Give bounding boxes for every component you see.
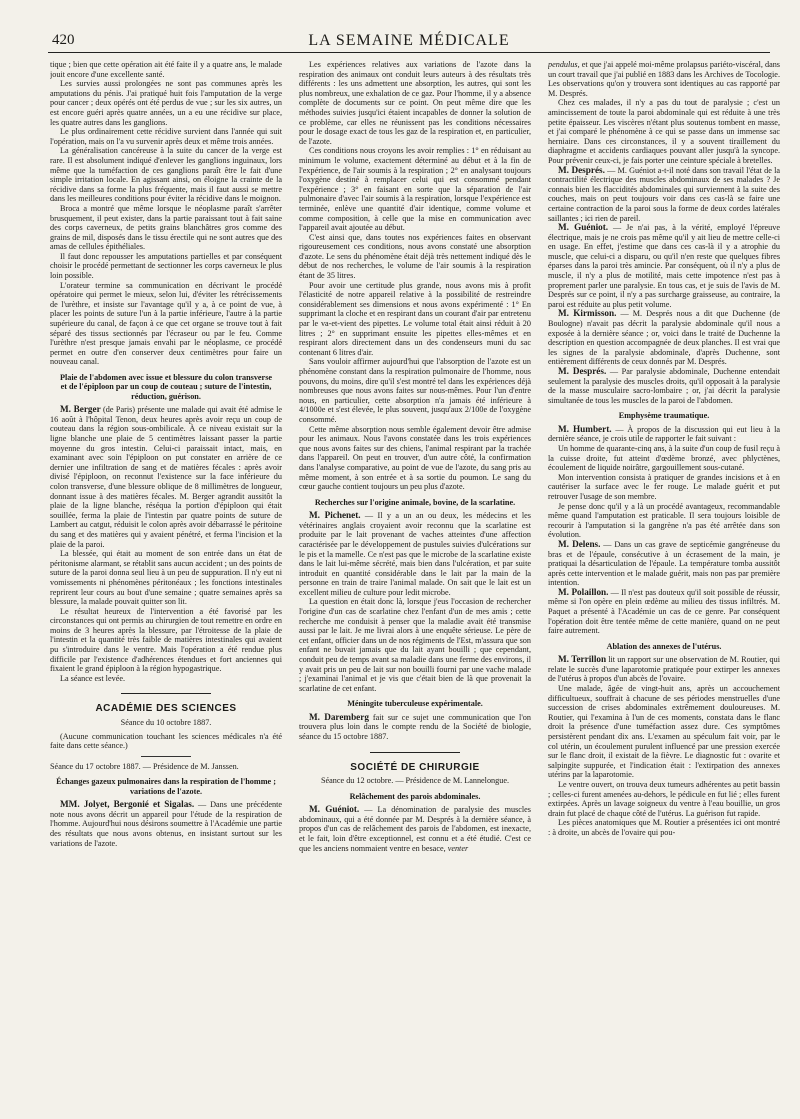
paragraph-text: — Dans une précédente note nous avons décrit un appareil pour l'étude de la respiration de l'homme. Aujourd'hui nous désirons soumettre à l'Académie une partie des résultats que nous avons obtenus, en insistant surtout sur les variations de l'azote. — [50, 800, 282, 848]
paragraph: Une malade, âgée de vingt-huit ans, après un accouchement difficultueux, souffrait à chacune de ses périodes menstruelles d'une succession de crises abdominales extrêmement douloureuses. M. Routier, qui l'examina à l'un de ces moments, constata dans le flanc droit la présence d'une tuméfaction assez dure. Ces symptômes persistèrent pendant dix ans. L'examen au spéculum fait voir, par le col utérin, un écoulement purulent influencé par une pression exercée sur le flanc droit, il existait de la fièvre. Le diagnostic fut : ovarite et salpingite suppurée, et l'indication était : l'extirpation des annexes utérins par la laparotomie. — [548, 684, 780, 780]
paragraph-text: — À propos de la discussion qui eut lieu à la dernière séance, je crois utile de rapporter le fait suivant : — [548, 424, 780, 444]
speaker-name: M. Berger — [60, 404, 101, 415]
paragraph: Cette même absorption nous semble également devoir être admise pour les animaux. Nous l'avons constatée dans les trois expériences que nous avons faites sur des chiens, l'animal respirant par la trachée dans l'appareil. On peut en trouver, d'un autre côté, la confirmation dans l'analyse comparative, au point de vue de l'azote, du sang pris au même moment, à son entrée et à sa sortie du poumon. Le sang du cœur gauche contient toujours un peu plus d'azote. — [299, 424, 531, 492]
paragraph-text: — M. Guéniot a-t-il noté dans son travail l'état de la contractilité électrique des muscles abdominaux de ses malades ? Je connais bien les flaccidités abdominales qui surviennent à la suite des couches, mais on peut toujours voir dans ces cas-là se faire une certaine contraction de la paroi sous la forme de deux cordes latérales saillantes ; ici rien de pareil. — [548, 165, 780, 223]
paragraph-text: — Dans un cas grave de septicémie gangréneuse du bras et de l'épaule, consécutive à un écrasement de la main, je pratiquai la désarticulation de l'épaule. La température tomba aussitôt après cette intervention et le malade guérit, mais non pas par première intention. — [548, 539, 780, 588]
paragraph: Il faut donc repousser les amputations partielles et par conséquent choisir le procédé permettant de sectionner les corps caverneux le plus loin possible. — [50, 251, 282, 281]
paragraph: Sans vouloir affirmer aujourd'hui que l'absorption de l'azote est un phénomène constant dans la respiration pulmonaire de l'homme, nous pouvons, du moins, dire qu'il s'est montré tel dans les expériences déjà nombreuses que nous avons faites sur nous-mêmes. Pour l'un d'entre nous, en particulier, cette absorption n'a jamais été inférieure à 4/1000e et s'est élevée, le plus souvent, jusqu'aux 2/100e de l'oxygène consommé. — [299, 357, 531, 424]
paragraph — [548, 223, 780, 309]
speaker-name: M. Delens. — [558, 538, 601, 549]
section-heading: Recherches sur l'origine animale, bovine, de la scarlatine. — [314, 497, 516, 507]
session-date: Séance du 12 octobre. — Présidence de M. Lannelongue. — [320, 776, 510, 786]
speaker-name: M. Guéniot. — [558, 222, 609, 233]
paragraph: L'orateur termine sa communication en décrivant le procédé opératoire qui permet le mieux, selon lui, d'éviter les rétrécissements de l'urèthre, et insiste sur l'avantage qu'il y a, à ce point de vue, à placer les points de suture l'un à la partie inférieure, l'autre à la partie supérieure du canal, de façon à ce que cet organe se trouve tout à fait séparé des tissus sectionnés par l'écraseur ou par le feu. Comme l'urèthre n'est presque jamais envahi par le néoplasme, ce procédé permet en outre d'en conserver deux centimètres pour faire un nouveau canal. — [50, 280, 282, 367]
paragraph — [299, 511, 531, 597]
paragraph — [548, 309, 780, 367]
column-1 — [50, 60, 282, 1110]
paragraph: Pour avoir une certitude plus grande, nous avons mis à profit l'élasticité de notre appareil relative à la possibilité de restreindre considérablement ses dimensions et nous avons expérimenté : 1° En supprimant la cloche et en respirant dans un courant d'air par entretenu par le va-et-vient des pipettes. Le volume total était ainsi réduit à 20 litres ; 2° en supprimant ensuite les pipettes elles-mêmes et en respirant alors directement dans un des condenseurs muni du sac contenant 6 litres d'air. — [299, 280, 531, 357]
italic-term: venter — [447, 843, 469, 853]
paragraph: Le ventre ouvert, on trouva deux tumeurs adhérentes au petit bassin ; celles-ci furent amenées au-dehors, le pédicule en fut lié ; elles furent extirpées. Après un lavage soigneux du ventre à l'eau bouillie, un gros drain fut placé de chaque côté de l'utérus. La guérison fut rapide. — [548, 779, 780, 818]
paragraph: Chez ces malades, il n'y a pas du tout de paralysie ; c'est un amincissement de toute la paroi abdominale qui est réduite à une très petite épaisseur. Les viscères n'étant plus soutenus tombent en masse, et j'ai comparé le phénomène à ce qui se passe dans un immense sac herniaire. Dans ces circonstances, il y a souvent tiraillement du diaphragme et accidents cardiaques pouvant aller jusqu'à la syncope. Pour prévenir ceux-ci, je fais porter une ceinture spéciale à bretelles. — [548, 98, 780, 165]
speaker-name: MM. Jolyet, Bergonié et Sigalas. — [60, 799, 195, 810]
paragraph — [548, 60, 780, 98]
paragraph-text: fait sur ce sujet une communication que l'on trouvera plus loin dans le compte rendu de la Société de biologie, séance du 15 octobre 1887. — [299, 712, 531, 741]
speaker-name: M. Pichenet. — [309, 510, 361, 521]
speaker-name: M. Daremberg — [309, 711, 369, 722]
paragraph: Broca a montré que même lorsque le néoplasme paraît s'arrêter brusquement, il peut exister, dans la partie paraissant tout à fait saine des corps caverneux, de petits grains blanchâtres gros comme des grains de mil, disposés dans le tissu érectile qui ne sont autres que des amas de cellules épithéliales. — [50, 203, 282, 252]
column-3 — [548, 60, 780, 1110]
paragraph: Mon intervention consista à pratiquer de grandes incisions et à en cautériser la surface avec le fer rouge. Le malade guérit et put retrouver l'usage de son membre. — [548, 472, 780, 501]
section-heading: Ablation des annexes de l'utérus. — [606, 641, 722, 651]
speaker-name: M. Després. — [558, 164, 605, 175]
paragraph: Je pense donc qu'il y a là un procédé avantageux, recommandable même quand l'amputation est praticable. Il sera toujours loisible de recourir à l'amputation si la gangrène n'a pas été arrêtée dans son évolution. — [548, 501, 780, 540]
paragraph-text: et que j'ai appelé moi-même prolapsus pariéto-viscéral, dans un court travail que j'ai publié en 1883 dans les Archives de Tocologie. Les observations qu'on y trouvera sont identiques au cas rapporté par M. Després. — [548, 60, 780, 98]
paragraph: Ces conditions nous croyons les avoir remplies : 1° en réduisant au minimum le volume, exactement déterminé au début et à la fin de l'expérience, de l'air soumis à la respiration ; 2° en analysant toujours l'oxygène destiné à remplacer celui qui est consommé pendant l'expérience ; 3° en faisant en sorte que la séparation de l'air pulmonaire d'avec l'air soumis à la respiration, lorsque l'expérience est terminée, enlève une quantité d'air identique, comme volume et comme composition, à celle que la mise en communication avec l'appareil avait ajoutée au début. — [299, 146, 531, 233]
paragraph: Les expériences relatives aux variations de l'azote dans la respiration des animaux ont conduit leurs auteurs à des résultats très différents : les uns admettent une absorption, les autres, qui sont les plus nombreux, une exhalation de ce gaz. Pour l'homme, il y a absence complète de documents sur ce point. On peut même dire que les méthodes suivies jusqu'ici étaient incapables de donner la solution de ce problème, car elles ne réunissent pas les conditions nécessaires pour le dosage exact de tous les gaz de la respiration et, en particulier, de l'azote. — [299, 60, 531, 146]
italic-term: pendulus, — [548, 60, 580, 69]
paragraph: La question en était donc là, lorsque j'eus l'occasion de rechercher l'origine d'un cas de scarlatine chez l'enfant d'un de mes amis ; cette recherche me conduisit à penser que la maladie avait été transmise aussi par le lait. Je me livrai alors à une enquête sérieuse. Le père de cet enfant, officier dans un de nos régiments de l'Est, m'assura que son enfant ne buvait jamais que du lait ayant bouilli ; que cependant, conduit peu de temps avant sa maladie dans une ferme des environs, il y avait pris un peu de lait sur non bouilli fourni par une vache malade ; j'examinai l'animal et je vis que c'était bien de là que provenait la scarlatine de cet enfant. — [299, 597, 531, 693]
paragraph — [548, 367, 780, 405]
paragraph — [299, 805, 531, 853]
divider — [141, 756, 191, 757]
section-heading: Méningite tuberculeuse expérimentale. — [347, 699, 483, 709]
session-info: Séance du 17 octobre 1887. — Présidence de M. Janssen. — [50, 761, 239, 771]
speaker-name: M. Polaillon. — [558, 586, 609, 597]
page-header — [48, 32, 770, 53]
paragraph — [548, 425, 780, 444]
paragraph-text: lit un rapport sur une observation de M. Routier, qui relate le succès d'une laparotomie pratiquée pour extirper les annexes de l'utérus à propos d'un abcès de l'ovaire. — [548, 655, 780, 684]
paragraph-text: — M. Després nous a dit que Duchenne (de Boulogne) n'avait pas décrit la paralysie abdominale qu'il nous a exposée à la dernière séance ; or, voici dans le traité de Duchenne la description en question accompagnée de deux planches. Il est vrai que les signes de la paralysie abdominale, d'après Duchenne, sont entièrement différents de ceux donnés par M. Després. — [548, 309, 780, 367]
paragraph-text: — Il n'est pas douteux qu'il soit possible de réussir, même si l'on opère en plein œdème au milieu des tissus infiltrés. M. Paquet a présenté à l'Académie un cas de ce genre. Par conséquent l'opération doit être tentée même de cette manière, quand on ne peut faire autrement. — [548, 587, 780, 636]
society-title: ACADÉMIE DES SCIENCES — [95, 703, 237, 715]
speaker-name: M. Guéniot. — [309, 804, 360, 815]
paragraph: tique ; bien que cette opération ait été faite il y a quatre ans, le malade jouit encore d'une excellente santé. — [50, 60, 282, 79]
paragraph: Le plus ordinairement cette récidive survient dans l'année qui suit l'opération, mais on l'a vu survenir après deux et même trois années. — [50, 127, 282, 146]
paragraph — [50, 405, 282, 549]
paragraph-text: (de Paris) présente une malade qui avait été admise le 16 août à l'hôpital Tenon, deux heures après avoir reçu un coup de couteau dans la région sous-ombilicale. À ce niveau existait sur la ligne blanche une plaie de 5 centimètres laissant passer la partie moyenne du gros intestin. Celui-ci paraissait intact, mais, en examinant avec soin l'épiploon on put constater en arrière de ce dernier une infiltration de sang et de matières fécales : après avoir divisé l'épiploon, on reconnut l'existence sur la face inférieure du colon transverse, d'une blessure oblique de 8 millimètres de longueur, donnant issue à des matières fécales. M. Berger agrandit aussitôt la plaie de la ligne blanche, réséqua la portion d'épiploon qui était souillée, ferma la plaie de l'intestin par quatre points de suture de Lambert au catgut, réduisit le colon après avoir débarrassé le péritoine du sang et des matières qui y avaient pénétré, et ferma l'incision et la plaie de la paroi. — [50, 405, 282, 549]
paragraph: Un homme de quarante-cinq ans, à la suite d'un coup de fusil reçu à la cuisse droite, fut atteint d'œdème bronzé, avec phlyctènes, écoulement de liquide noirâtre, gargouillement sous-cutané. — [548, 443, 780, 473]
section-heading: Emphysème traumatique. — [618, 411, 710, 421]
column-2 — [299, 60, 531, 1110]
paragraph: Les pièces anatomiques que M. Routier a présentées ici ont montré : à droite, un abcès de l'ovaire qui pou- — [548, 818, 780, 837]
paragraph — [299, 713, 531, 742]
paragraph: (Aucune communication touchant les sciences médicales n'a été faite dans cette séance.) — [50, 731, 282, 751]
page-number: 420 — [52, 32, 75, 48]
society-title: SOCIÉTÉ DE CHIRURGIE — [350, 761, 480, 773]
speaker-name: M. Humbert. — [558, 423, 612, 434]
section-divider — [121, 693, 211, 694]
paragraph: C'est ainsi que, dans toutes nos expériences faites en observant rigoureusement ces conditions, nous avons constaté une absorption d'azote. Le sens du phénomène était déjà très nettement indiqué dès le début de nos recherches, le volume de l'air soumis à la respiration étant de 35 litres. — [299, 232, 531, 281]
paragraph — [548, 540, 780, 588]
speaker-name: M. Després. — [558, 366, 607, 376]
paragraph: La généralisation cancéreuse à la suite du cancer de la verge est rare. Il est absolument indiqué d'enlever les ganglions inguinaux, lors même que la tuméfaction de ces ganglions paraît être le fait d'une simple irritation locale. En agissant ainsi, on éloigne la crainte de la récidive dans sa forme la plus fréquente, mais il faut aussi se mettre dans les meilleures conditions pour éviter la récidive dans le moignon. — [50, 146, 282, 204]
paragraph: Le résultat heureux de l'intervention a été favorisé par les circonstances qui ont permis au chirurgien de tout remettre en ordre en moins de 3 heures après la blessure, par l'étroitesse de la plaie de l'intestin et la quantité très faible de matières intestinales qui avaient pu s'introduire dans le ventre. Mais l'opération a été rendue plus difficile par l'existence d'adhérences étendues et fort anciennes qui fixaient le grand épiploon à la région hypogastrique. — [50, 606, 282, 674]
speaker-name: M. Terrillon — [558, 654, 607, 665]
paragraph: La séance est levée. — [60, 673, 126, 683]
paragraph — [50, 800, 282, 848]
journal-title: LA SEMAINE MÉDICALE — [308, 32, 510, 49]
speaker-name: M. Kirmisson. — [558, 308, 617, 319]
section-divider — [370, 752, 460, 753]
paragraph: Les survies aussi prolongées ne sont pas communes après les amputations du pénis. J'ai pratiqué huit fois l'amputation de la verge pour cancer ; deux opérés ont été perdus de vue ; sur les six autres, un est encore guéri après quatre années, un a eu une récidive sur place, les quatre autres dans les ganglions. — [50, 79, 282, 127]
section-heading: Plaie de l'abdomen avec issue et blessure du colon transverse et de l'épiploon par un coup de couteau ; suture de l'intestin, réduction, guérison. — [59, 373, 273, 401]
paragraph-text: — Je n'ai pas, à la vérité, employé l'épreuve électrique, mais je ne crois pas même qu'il y ait lieu de mettre celle-ci en usage. En effet, j'estime que dans ces cas-là il y a atrophie du muscle, que celui-ci a disparu, ou qu'il n'en reste que quelques fibres éparses dans la paroi très amincie. Par conséquent, où il n'y a plus de muscle, il n'y a plus de motilité, mais cette impotence n'est pas à proprement parler une paralysie. En tous cas, et je suis de l'avis de M. Després sur ce point, il n'y a pas surcharge graisseuse, au contraire, la paroi est réduite au plus petit volume. — [548, 223, 780, 309]
paragraph: La blessée, qui était au moment de son entrée dans un état de péritonisme alarmant, se rétablit sans aucun accident ; un des points de suture de la paroi donna seul lieu à un peu de suppuration. Il n'y eut ni vomissements ni phénomènes péritonéaux ; les fonctions intestinales reprirent leur cours au bout d'une semaine ; quatre semaines après sa blessure, la malade pouvait quitter son lit. — [50, 549, 282, 607]
paragraph-text: — Il y a un an ou deux, les médecins et les vétérinaires anglais croyaient avoir reconnu que la scarlatine est produite par le lait provenant de vaches atteintes d'une affection caractérisée par le développement de pustules suivies d'ulcérations sur le pis et la mamelle. Ce n'est pas que le microbe de la scarlatine existe dans le lait lui-même sécrété, mais bien dans l'ulcération, et par suite introduit en quantité considérable dans le lait par la main de la personne en train de traire l'animal malade. On sait que le lait est un excellent milieu de culture pour ledit microbe. — [299, 511, 531, 597]
section-heading: Relâchement des parois abdominales. — [349, 791, 481, 801]
paragraph-text: — Par paralysie abdominale, Duchenne entendait seulement la paralysie des muscles droits, qu'il opposait à la paralysie de la masse musculaire sacro-lombaire ; or, j'ai décrit la paralysie simultanée de tous les muscles de la paroi de l'abdomen. — [548, 367, 780, 405]
paragraph — [548, 655, 780, 684]
session-date: Séance du 10 octobre 1887. — [120, 718, 212, 728]
paragraph-text: — La dénomination de paralysie des muscles abdominaux, qui a été donnée par M. Després à la dernière séance, à propos d'un cas de relâchement des parois de l'abdomen, est inexacte, et le fait, loin d'être exceptionnel, est connu et a été étudié. C'est ce que les anciens nommaient ventre en besace, — [299, 805, 531, 853]
section-heading: Échanges gazeux pulmonaires dans la respiration de l'homme ; variations de l'azote. — [56, 777, 276, 796]
paragraph — [548, 166, 780, 224]
paragraph — [548, 588, 780, 636]
